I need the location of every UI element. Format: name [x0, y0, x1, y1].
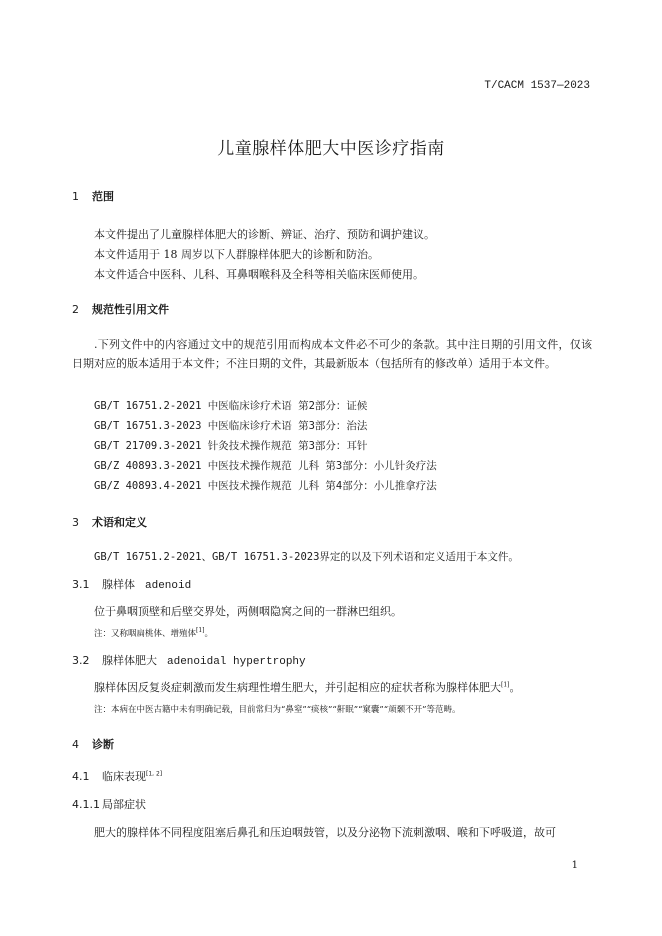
- reference-item: GB/T 16751.2-2021 中医临床诊疗术语 第2部分：证候: [94, 400, 368, 412]
- citation-marker: [1]: [196, 627, 205, 635]
- section-2-heading: [72, 301, 169, 317]
- term-name: 腺样体: [102, 578, 135, 591]
- reference-item: GB/T 21709.3-2021 针灸技术操作规范 第3部分：耳针: [94, 440, 368, 452]
- note-end: 。: [204, 629, 214, 639]
- section-title: 诊断: [92, 738, 114, 751]
- definition-end: 。: [509, 681, 521, 694]
- section-1-heading: [72, 188, 114, 204]
- reference-item: GB/T 16751.3-2023 中医临床诊疗术语 第3部分：治法: [94, 420, 368, 432]
- reference-item: GB/Z 40893.3-2021 中医技术操作规范 儿科 第3部分：小儿针灸疗法: [94, 460, 437, 472]
- section-title: 规范性引用文件: [92, 303, 169, 316]
- section-number: 4: [72, 738, 79, 751]
- section-4-heading: [72, 736, 114, 752]
- paragraph: 肥大的腺样体不同程度阻塞后鼻孔和压迫咽鼓管，以及分泌物下流刺激咽、喉和下呼吸道，故可: [94, 826, 556, 839]
- term-number: 3.2: [72, 654, 90, 667]
- definition-text: 腺样体因反复炎症刺激而发生病理性增生肥大，并引起相应的症状者称为腺样体肥大: [94, 681, 501, 694]
- term-english: adenoid: [145, 580, 192, 592]
- reference-item: GB/Z 40893.4-2021 中医技术操作规范 儿科 第4部分：小儿推拿疗法: [94, 480, 437, 492]
- subsection-title: 局部症状: [102, 798, 146, 811]
- section-title: 术语和定义: [92, 516, 147, 529]
- citation-marker: [1, 2]: [146, 770, 163, 778]
- standard-number: T/CACM 1537—2023: [484, 80, 590, 92]
- citation-marker: [1]: [501, 681, 510, 689]
- term-3-2-heading: [72, 652, 306, 668]
- document-title: 儿童腺样体肥大中医诊疗指南: [217, 139, 445, 159]
- paragraph: 本文件提出了儿童腺样体肥大的诊断、辨证、治疗、预防和调护建议。: [94, 228, 435, 241]
- subsection-number: 4.1.1: [72, 798, 100, 811]
- section-number: 3: [72, 516, 79, 529]
- section-title: 范围: [92, 190, 114, 203]
- term-note: [94, 627, 213, 639]
- term-english: adenoidal hypertrophy: [167, 656, 306, 668]
- section-3-heading: [72, 514, 147, 530]
- term-name: 腺样体肥大: [102, 654, 157, 667]
- term-definition: 位于鼻咽顶壁和后壁交界处，两侧咽隐窝之间的一群淋巴组织。: [94, 605, 402, 618]
- subsection-title: 临床表现: [102, 770, 146, 783]
- term-number: 3.1: [72, 578, 90, 591]
- paragraph: .下列文件中的内容通过文中的规范引用而构成本文件必不可少的条款。其中注日期的引用文件，仅该日期对应的版本适用于本文件；不注日期的文件，其最新版本（包括所有的修改单）适用于本文件。: [72, 338, 592, 370]
- term-definition: [94, 679, 521, 695]
- section-number: 2: [72, 303, 79, 316]
- term-note: 注：本病在中医古籍中未有明确记载，目前常归为“鼻窒”“痰核”“鼾眠”“窠囊”“颃颡不开”等范畴。: [94, 705, 461, 715]
- subsection-4-1-heading: [72, 768, 162, 784]
- section-number: 1: [72, 190, 79, 203]
- term-3-1-heading: [72, 576, 191, 592]
- paragraph: 本文件适用于 18 周岁以下人群腺样体肥大的诊断和防治。: [94, 248, 379, 261]
- subsection-number: 4.1: [72, 770, 90, 783]
- subsection-4-1-1-heading: [72, 796, 146, 812]
- paragraph: 本文件适合中医科、儿科、耳鼻咽喉科及全科等相关临床医师使用。: [94, 268, 424, 281]
- paragraph: GB/T 16751.2-2021、GB/T 16751.3-2023界定的以及下列术语和定义适用于本文件。: [94, 551, 519, 563]
- page-number: 1: [571, 860, 578, 871]
- note-text: 注：又称咽扁桃体、增殖体: [94, 629, 197, 639]
